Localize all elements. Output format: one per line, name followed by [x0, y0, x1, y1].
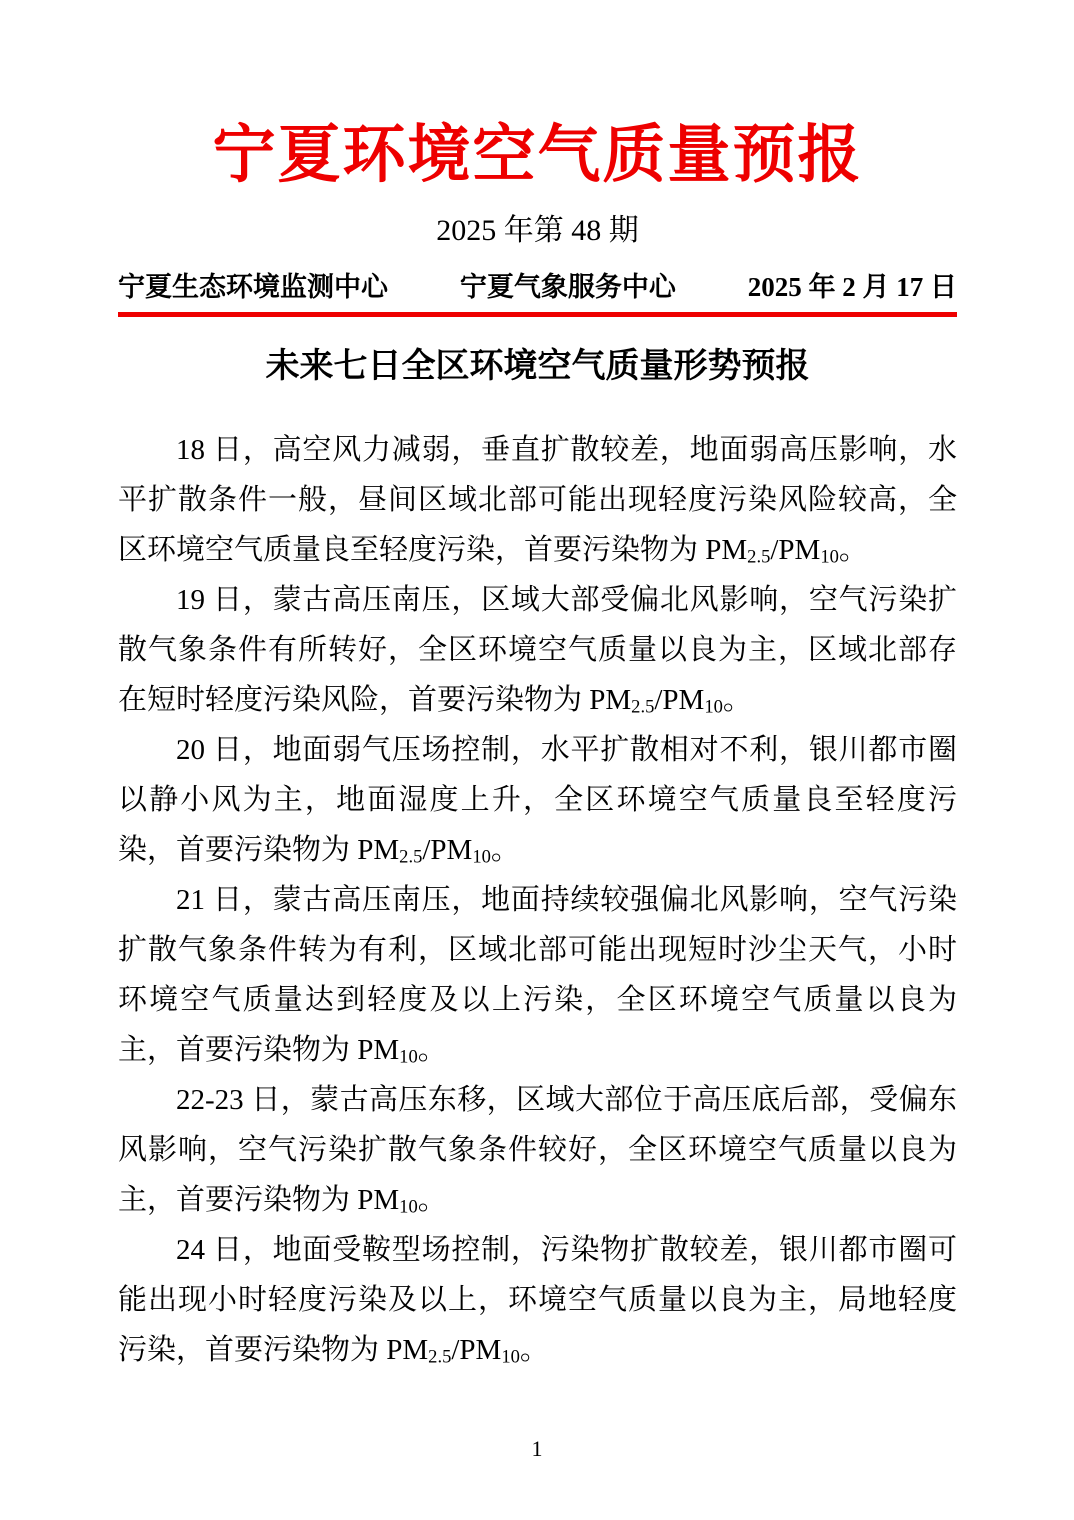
section-title: 未来七日全区环境空气质量形势预报	[265, 348, 810, 386]
forecast-paragraph	[118, 1225, 957, 1375]
issue-date: 2025 年 2 月 17 日	[747, 272, 957, 303]
paragraph-text: 。	[417, 1184, 447, 1217]
document-title: 宁夏环境空气质量预报	[212, 120, 863, 190]
pollutant-subscript: 10	[501, 1346, 520, 1368]
header-divider-rule	[118, 312, 957, 317]
pollutant-subscript: 10	[399, 1046, 418, 1068]
paragraph-text: 。	[490, 834, 520, 867]
paragraph-text: /PM	[422, 834, 473, 867]
forecast-body	[118, 425, 957, 1375]
pollutant-subscript: 10	[820, 546, 839, 568]
paragraph-text: 。	[519, 1334, 549, 1367]
pollutant-subscript: 2.5	[631, 696, 655, 718]
paragraph-text: /PM	[770, 534, 821, 567]
forecast-paragraph	[118, 725, 957, 875]
header-meta-row	[118, 273, 957, 303]
paragraph-text: 20 日，地面弱气压场控制，水平扩散相对不利，银川都市圈以静小风为主，地面湿度上升，全区环境空气质量良至轻度污染，首要污染物为 PM	[118, 734, 957, 867]
paragraph-text: /PM	[654, 684, 705, 717]
issuing-org-weather-service-center: 宁夏气象服务中心	[459, 272, 676, 303]
paragraph-text: 24 日，地面受鞍型场控制，污染物扩散较差，银川都市圈可能出现小时轻度污染及以上，环境空气质量以良为主，局地轻度污染，首要污染物为 PM	[118, 1234, 957, 1367]
paragraph-text: 。	[722, 684, 752, 717]
issuing-org-monitoring-center: 宁夏生态环境监测中心	[118, 272, 388, 303]
pollutant-subscript: 10	[399, 1196, 418, 1218]
forecast-paragraph	[118, 425, 957, 575]
page-number: 1	[531, 1436, 543, 1461]
pollutant-subscript: 10	[472, 846, 491, 868]
issue-number: 2025 年第 48 期	[436, 214, 639, 248]
paragraph-text: 。	[838, 534, 868, 567]
pollutant-subscript: 2.5	[399, 846, 423, 868]
pollutant-subscript: 2.5	[428, 1346, 452, 1368]
forecast-paragraph	[118, 1075, 957, 1225]
paragraph-text: 22-23 日，蒙古高压东移，区域大部位于高压底后部，受偏东风影响，空气污染扩散气象条件较好，全区环境空气质量以良为主，首要污染物为 PM	[118, 1084, 957, 1217]
paragraph-text: 21 日，蒙古高压南压，地面持续较强偏北风影响，空气污染扩散气象条件转为有利，区域北部可能出现短时沙尘天气，小时环境空气质量达到轻度及以上污染，全区环境空气质量以良为主，首要污染物为 PM	[118, 884, 957, 1067]
pollutant-subscript: 10	[704, 696, 723, 718]
pollutant-subscript: 2.5	[747, 546, 771, 568]
paragraph-text: 18 日，高空风力减弱，垂直扩散较差，地面弱高压影响，水平扩散条件一般，昼间区域北部可能出现轻度污染风险较高，全区环境空气质量良至轻度污染，首要污染物为 PM	[118, 434, 957, 567]
forecast-paragraph	[118, 575, 957, 725]
paragraph-text: 。	[417, 1034, 447, 1067]
paragraph-text: /PM	[451, 1334, 502, 1367]
forecast-paragraph	[118, 875, 957, 1075]
paragraph-text: 19 日，蒙古高压南压，区域大部受偏北风影响，空气污染扩散气象条件有所转好，全区环境空气质量以良为主，区域北部存在短时轻度污染风险，首要污染物为 PM	[118, 584, 957, 717]
